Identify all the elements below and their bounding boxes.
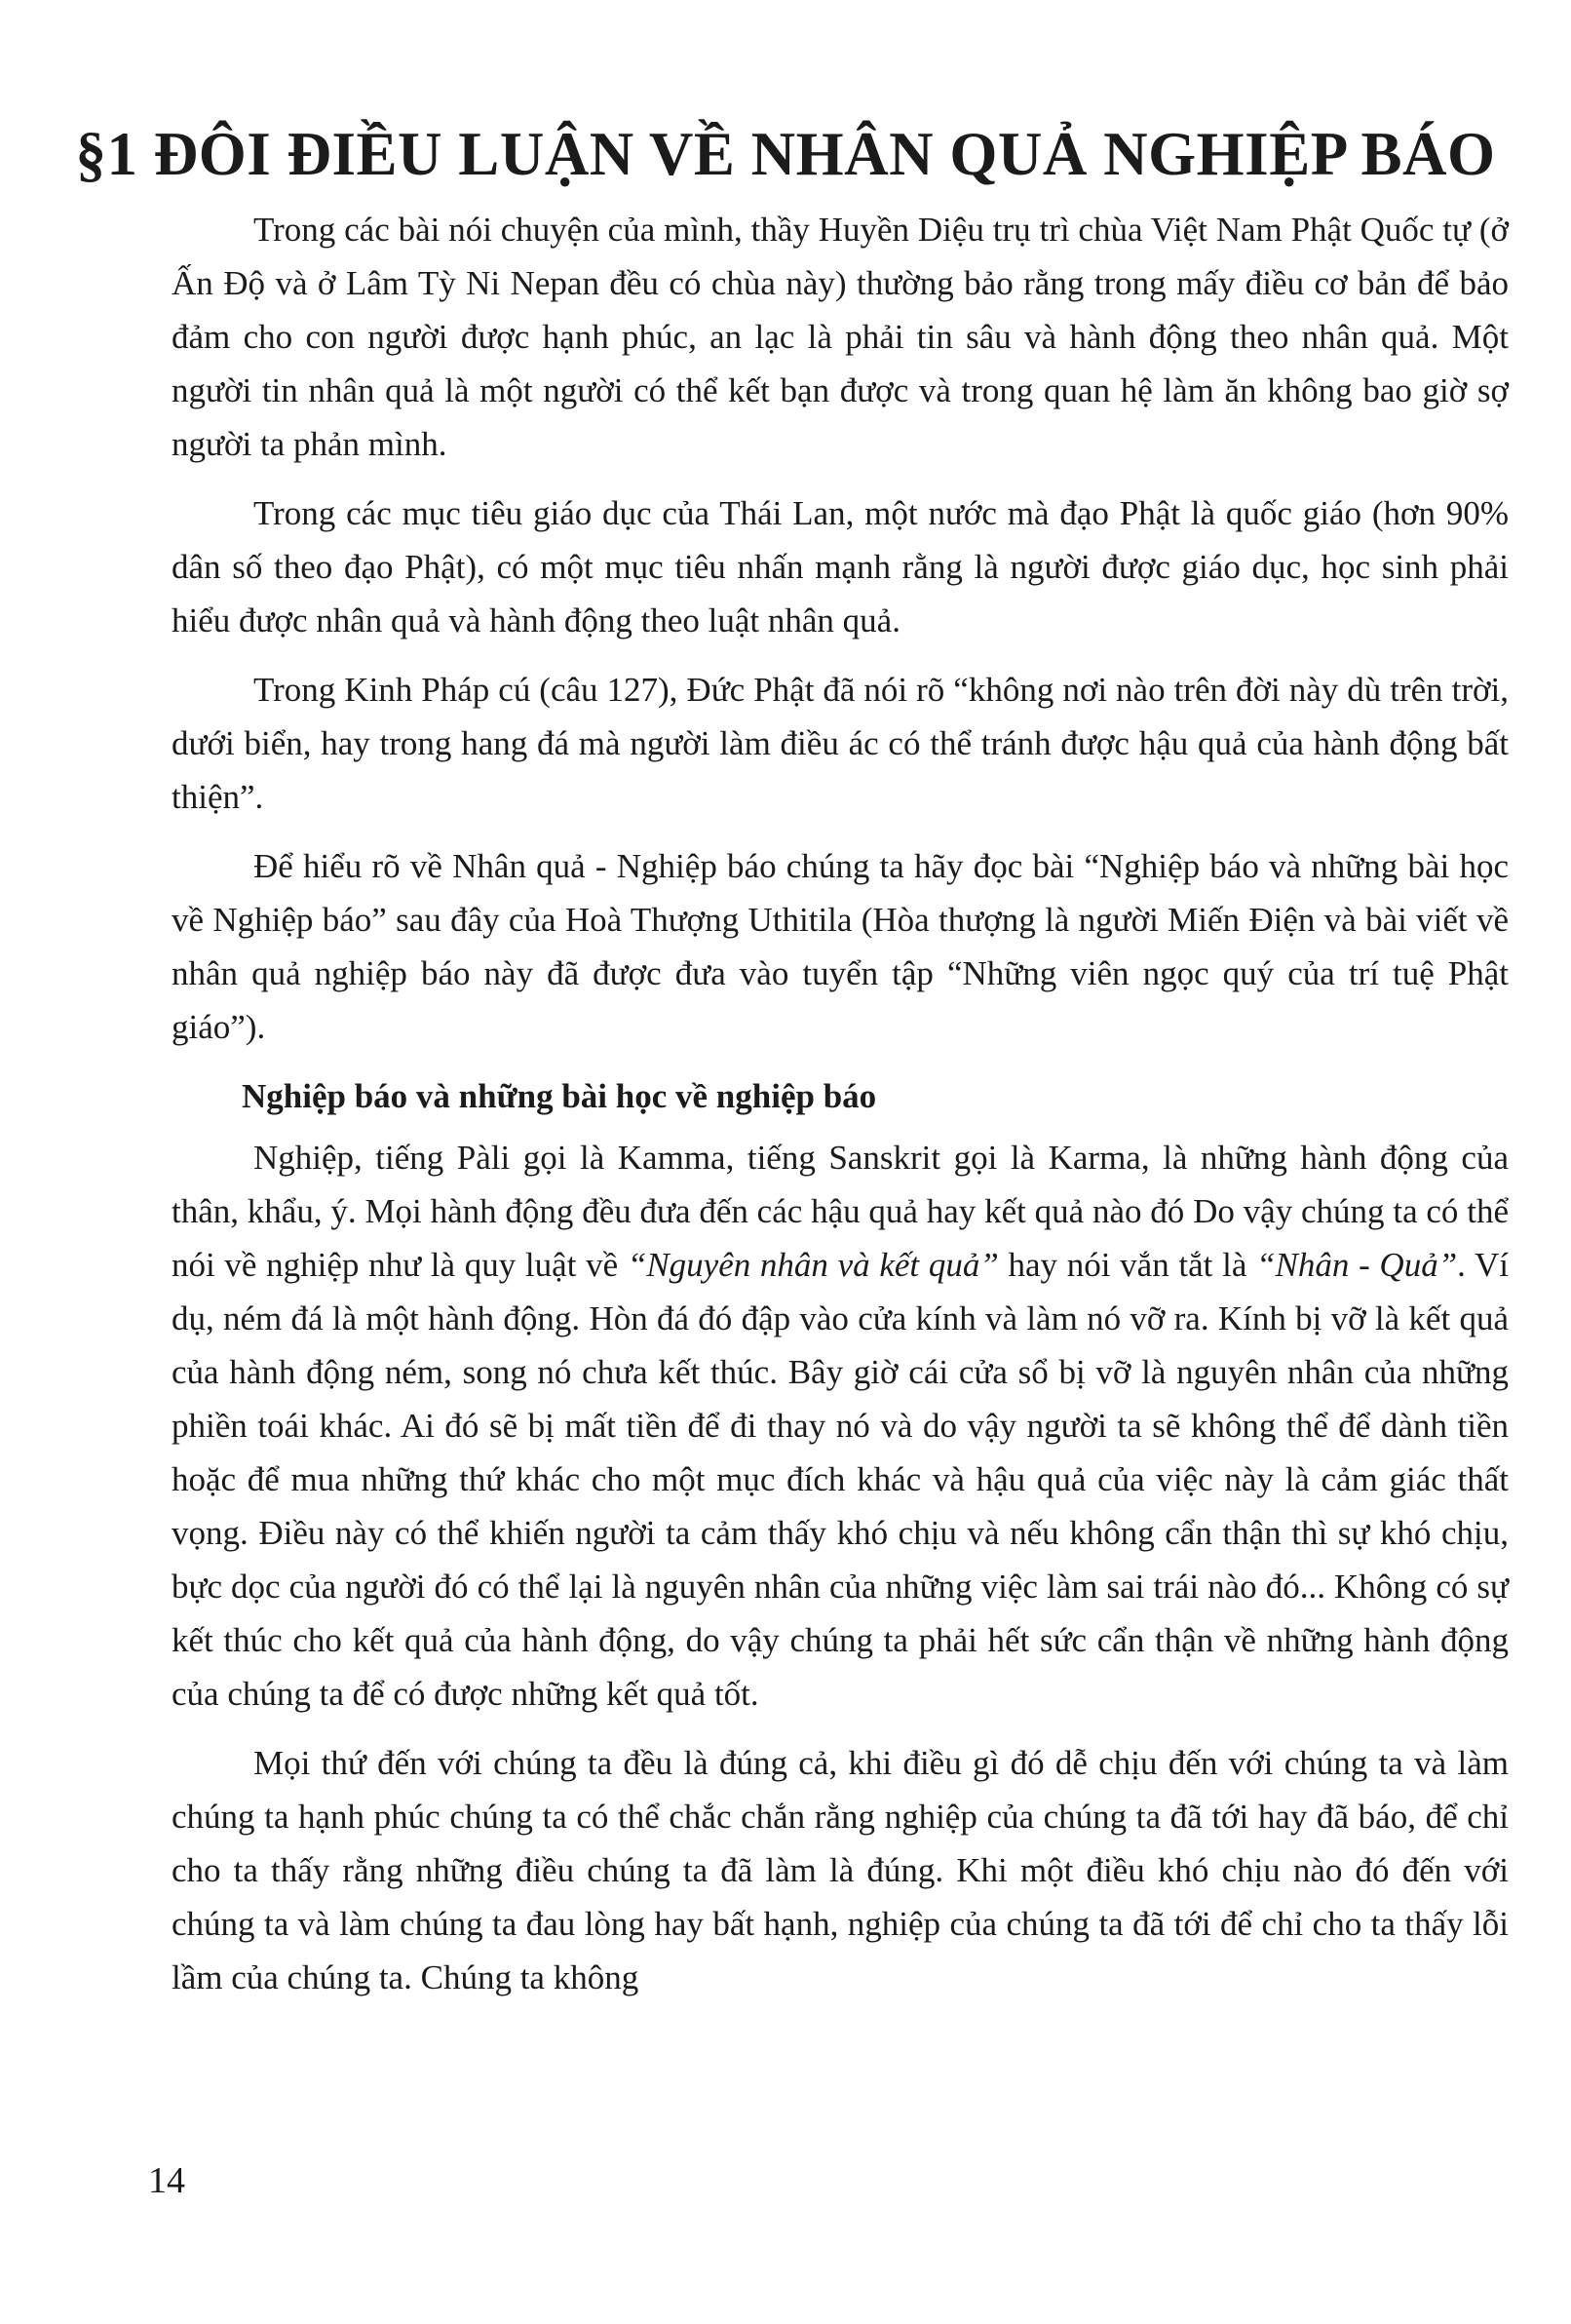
italic-phrase: “Nguyên nhân và kết quả”: [627, 1246, 999, 1284]
page-title: §1 ĐÔI ĐIỀU LUẬN VỀ NHÂN QUẢ NGHIỆP BÁO: [75, 120, 1496, 188]
paragraph-thailand: Trong các mục tiêu giáo dục của Thái Lan, một nước mà đạo Phật là quốc giáo (hơn 90% dân số theo đạo Phật), có một mục tiêu nhấn mạnh rằng là người được giáo dục, học sinh phải hiểu được nhân quả và hành động theo luật nhân quả.: [172, 494, 1509, 639]
italic-phrase: “Nhân - Quả”: [1256, 1246, 1458, 1284]
section-heading: Nghiệp báo và những bài học về nghiệp báo: [242, 1077, 877, 1115]
paragraph-intro: Trong các bài nói chuyện của mình, thầy Huyền Diệu trụ trì chùa Việt Nam Phật Quốc tự (ở Ấn Độ và ở Lâm Tỳ Ni Nepan đều có chùa này) thường bảo rằng trong mấy điều cơ bản để bảo đảm cho con người được hạnh phúc, an lạc là phải tin sâu và hành động theo nhân quả. Một người tin nhân quả là một người có thể kết bạn được và trong quan hệ làm ăn không bao giờ sợ người ta phản mình.: [172, 211, 1509, 463]
text-run: Nghiệp, tiếng Pàli gọi là Kamma, tiếng Sanskrit gọi là Karma, là những hành động của thân, khẩu, ý. Mọi hành động đều đưa đến các hậu quả hay kết quả nào đó Do vậy chúng ta có thể nói về nghiệp như là quy luật về: [172, 1139, 1509, 1284]
paragraph-dhammapada: Trong Kinh Pháp cú (câu 127), Đức Phật đã nói rõ “không nơi nào trên đời này dù trên trời, dưới biển, hay trong hang đá mà người làm điều ác có thể tránh được hậu quả của hành động bất thiện”.: [172, 671, 1509, 816]
text-run: hay nói vắn tắt là: [998, 1246, 1257, 1284]
text-run: . Ví dụ, ném đá là một hành động. Hòn đá đó đập vào cửa kính và làm nó vỡ ra. Kính bị vỡ là kết quả của hành động ném, song nó chưa kết thúc. Bây giờ cái cửa sổ bị vỡ là nguyên nhân của những phiền toái khác. Ai đó sẽ bị mất tiền để đi thay nó và do vậy người ta sẽ không thể để dành tiền hoặc để mua những thứ khác cho một mục đích khác và hậu quả của việc này là cảm giác thất vọng. Điều này có thể khiến người ta cảm thấy khó chịu và nếu không cẩn thận thì sự khó chịu, bực dọc của người đó có thể lại là nguyên nhân của những việc làm sai trái nào đó... Không có sự kết thúc cho kết quả của hành động, do vậy chúng ta phải hết sức cẩn thận về những hành động của chúng ta để có được những kết quả tốt.: [172, 1246, 1509, 1713]
body-text: [172, 203, 1509, 2020]
page-number: 14: [148, 2160, 185, 2201]
paragraph-karma-definition: [172, 1131, 1509, 1721]
paragraph-reading-intro: Để hiểu rõ về Nhân quả - Nghiệp báo chúng ta hãy đọc bài “Nghiệp báo và những bài học về Nghiệp báo” sau đây của Hoà Thượng Uthitila (Hòa thượng là người Miến Điện và bài viết về nhân quả nghiệp báo này đã được đưa vào tuyển tập “Những viên ngọc quý của trí tuệ Phật giáo”).: [172, 847, 1509, 1046]
paragraph-everything-right: Mọi thứ đến với chúng ta đều là đúng cả, khi điều gì đó dễ chịu đến với chúng ta và làm chúng ta hạnh phúc chúng ta có thể chắc chắn rằng nghiệp của chúng ta đã tới hay đã báo, để chỉ cho ta thấy rằng những điều chúng ta đã làm là đúng. Khi một điều khó chịu nào đó đến với chúng ta và làm chúng ta đau lòng hay bất hạnh, nghiệp của chúng ta đã tới để chỉ cho ta thấy lỗi lầm của chúng ta. Chúng ta không: [172, 1744, 1509, 1996]
